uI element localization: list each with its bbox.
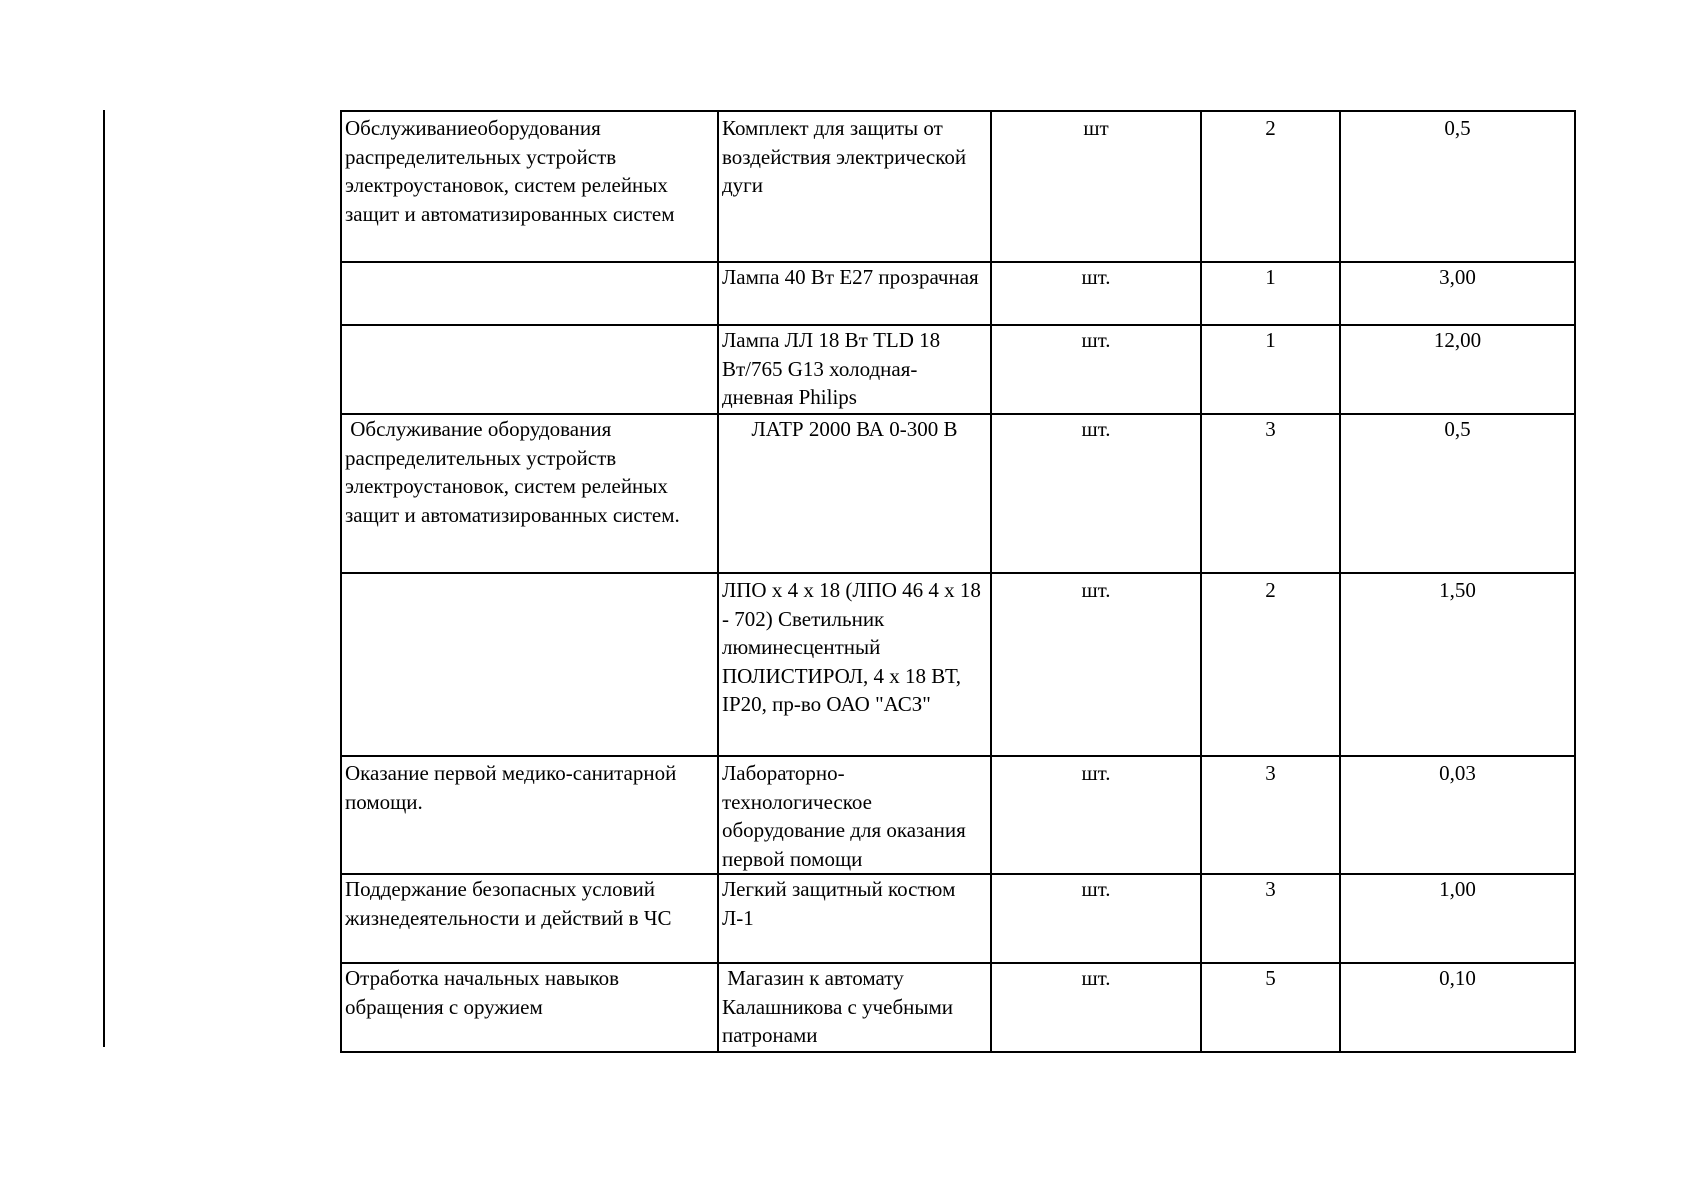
unit-cell: шт. xyxy=(991,325,1201,414)
table-row xyxy=(341,325,1575,414)
unit-cell: шт. xyxy=(991,756,1201,874)
quantity-cell: 3 xyxy=(1201,756,1340,874)
unit-cell: шт. xyxy=(991,874,1201,963)
quantity-cell: 3 xyxy=(1201,874,1340,963)
item-cell: Магазин к автомату Калашникова с учебными патронами xyxy=(718,963,991,1052)
value-cell: 0,10 xyxy=(1340,963,1575,1052)
item-cell: Лампа ЛЛ 18 Вт TLD 18 Вт/765 G13 холодная-дневная Philips xyxy=(718,325,991,414)
item-cell: Лампа 40 Вт Е27 прозрачная xyxy=(718,262,991,325)
table-row xyxy=(341,262,1575,325)
item-cell: Комплект для защиты от воздействия электрической дуги xyxy=(718,111,991,262)
value-cell: 0,5 xyxy=(1340,111,1575,262)
unit-cell: шт. xyxy=(991,414,1201,573)
table-row xyxy=(341,756,1575,874)
activity-cell: Оказание первой медико-санитарной помощи. xyxy=(341,756,718,874)
equipment-table xyxy=(340,110,1576,1053)
table-row xyxy=(341,111,1575,262)
quantity-cell: 1 xyxy=(1201,325,1340,414)
left-margin-line xyxy=(103,110,105,1047)
value-cell: 12,00 xyxy=(1340,325,1575,414)
activity-cell: Поддержание безопасных условий жизнедеятельности и действий в ЧС xyxy=(341,874,718,963)
table-row xyxy=(341,963,1575,1052)
unit-cell: шт. xyxy=(991,963,1201,1052)
value-cell: 1,00 xyxy=(1340,874,1575,963)
item-cell: ЛПО х 4 х 18 (ЛПО 46 4 х 18 - 702) Светильник люминесцентный ПОЛИСТИРОЛ, 4 х 18 ВТ, IP20, пр-во ОАО "АСЗ" xyxy=(718,573,991,756)
value-cell: 0,03 xyxy=(1340,756,1575,874)
activity-cell: Обслуживание оборудования распределительных устройств электроустановок, систем релейных защит и автоматизированных систем. xyxy=(341,414,718,573)
value-cell: 1,50 xyxy=(1340,573,1575,756)
value-cell: 3,00 xyxy=(1340,262,1575,325)
unit-cell: шт. xyxy=(991,262,1201,325)
quantity-cell: 5 xyxy=(1201,963,1340,1052)
activity-cell: Обслуживаниеоборудования распределительных устройств электроустановок, систем релейных защит и автоматизированных систем xyxy=(341,111,718,262)
unit-cell: шт xyxy=(991,111,1201,262)
table-row xyxy=(341,874,1575,963)
item-cell: Лабораторно-технологическое оборудование для оказания первой помощи xyxy=(718,756,991,874)
unit-cell: шт. xyxy=(991,573,1201,756)
activity-cell xyxy=(341,325,718,414)
item-cell: Легкий защитный костюм Л-1 xyxy=(718,874,991,963)
quantity-cell: 2 xyxy=(1201,573,1340,756)
quantity-cell: 1 xyxy=(1201,262,1340,325)
quantity-cell: 2 xyxy=(1201,111,1340,262)
activity-cell xyxy=(341,573,718,756)
quantity-cell: 3 xyxy=(1201,414,1340,573)
activity-cell: Отработка начальных навыков обращения с оружием xyxy=(341,963,718,1052)
table-row xyxy=(341,573,1575,756)
activity-cell xyxy=(341,262,718,325)
value-cell: 0,5 xyxy=(1340,414,1575,573)
table-row xyxy=(341,414,1575,573)
item-cell: ЛАТР 2000 ВА 0-300 В xyxy=(718,414,991,573)
